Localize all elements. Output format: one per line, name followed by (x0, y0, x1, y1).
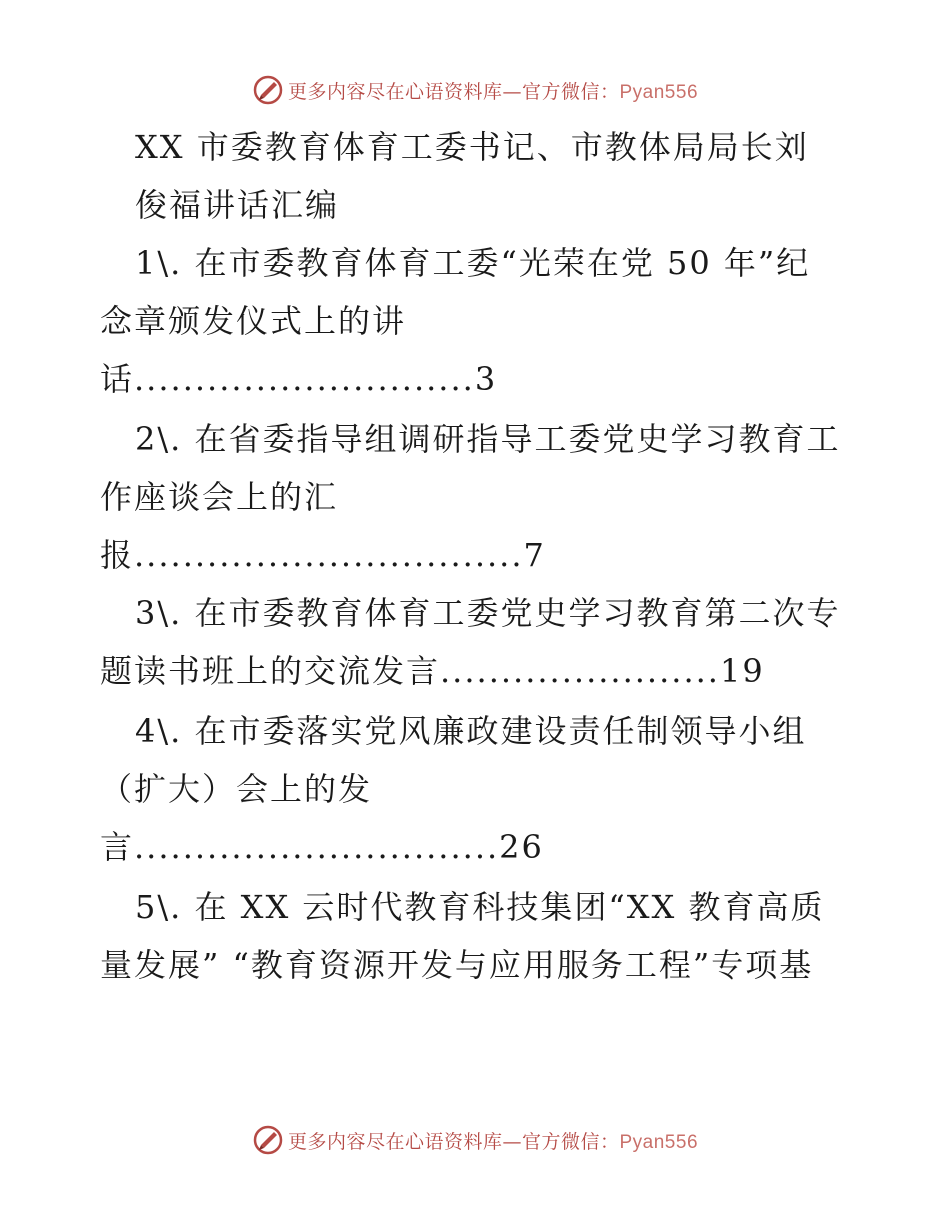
doc-title-line-2: 俊福讲话汇编 (135, 186, 340, 224)
toc-entry-3-line-1[interactable]: 3\. 在市委教育体育工委党史学习教育第二次专 (135, 594, 841, 632)
pen-logo-icon (252, 74, 284, 106)
toc-entry-1-line-1[interactable]: 1\. 在市委教育体育工委“光荣在党 50 年”纪 (135, 244, 811, 282)
toc-entry-1-line-3[interactable]: 话............................3 (100, 360, 498, 398)
toc-entry-2-line-3[interactable]: 报................................7 (100, 536, 546, 574)
toc-entry-2-line-1[interactable]: 2\. 在省委指导组调研指导工委党史学习教育工 (135, 420, 841, 458)
toc-entry-2-line-2[interactable]: 作座谈会上的汇 (100, 478, 339, 516)
watermark-footer (0, 1120, 950, 1160)
toc-entry-4-line-3[interactable]: 言..............................26 (100, 828, 544, 866)
watermark-header (0, 70, 950, 110)
toc-entry-4-line-2[interactable]: （扩大）会上的发 (100, 770, 373, 808)
doc-title-line-1: XX 市委教育体育工委书记、市教体局局长刘 (135, 128, 809, 166)
toc-entry-5-line-2[interactable]: 量发展” “教育资源开发与应用服务工程”专项基 (100, 946, 814, 984)
watermark-text: 更多内容尽在心语资料库—官方微信：Pyan556 (287, 1130, 699, 1153)
toc-entry-4-line-1[interactable]: 4\. 在市委落实党风廉政建设责任制领导小组 (135, 712, 807, 750)
toc-entry-3-line-2[interactable]: 题读书班上的交流发言.......................19 (100, 652, 765, 690)
pen-logo-icon (252, 1124, 284, 1156)
toc-entry-1-line-2[interactable]: 念章颁发仪式上的讲 (100, 302, 407, 340)
toc-entry-5-line-1[interactable]: 5\. 在 XX 云时代教育科技集团“XX 教育高质 (135, 888, 825, 926)
watermark-text: 更多内容尽在心语资料库—官方微信：Pyan556 (287, 80, 699, 103)
